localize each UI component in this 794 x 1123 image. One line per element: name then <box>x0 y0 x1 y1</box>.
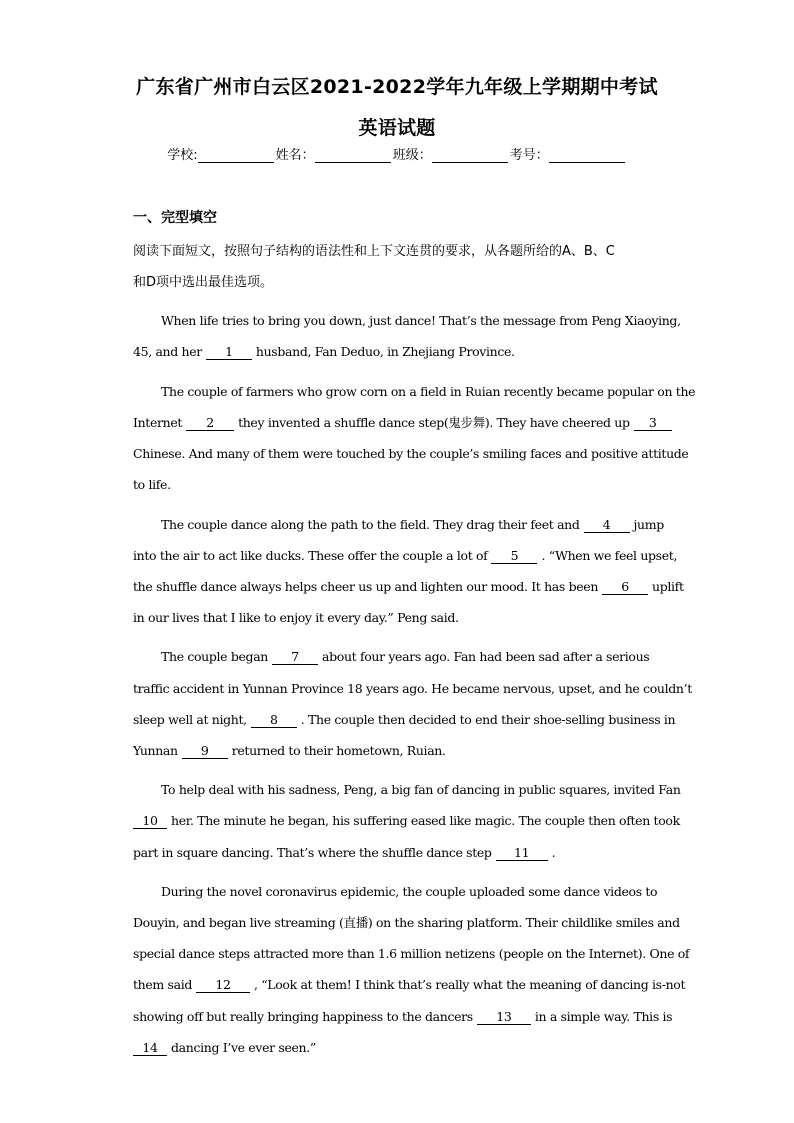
passage-line: in our lives that I like to enjoy it every day.” Peng said. <box>133 610 459 625</box>
text-segment: The couple dance along the path to the field. They drag their feet and <box>161 517 580 532</box>
text-segment: The couple began <box>161 649 269 664</box>
passage-line <box>161 648 661 666</box>
passage-line: special dance steps attracted more than 1.6 million netizens (people on the Internet). One of <box>133 946 690 961</box>
text-segment: uplift <box>652 579 684 594</box>
blank-10[interactable]: 10 <box>133 813 167 829</box>
blank-9[interactable]: 9 <box>182 743 228 759</box>
text-segment: about four years ago. Fan had been sad after a serious <box>322 649 650 664</box>
text-segment: dancing I’ve ever seen.” <box>171 1040 316 1055</box>
passage-line <box>133 742 661 760</box>
text-segment: jump <box>633 517 664 532</box>
text-segment: the shuffle dance always helps cheer us up and lighten our mood. It has been <box>133 579 599 594</box>
text-segment: in a simple way. This is <box>534 1009 673 1024</box>
blank-3[interactable]: 3 <box>634 415 672 431</box>
text-segment: they invented a shuffle dance step(鬼步舞). They have cheered up <box>238 415 630 430</box>
passage-line <box>133 976 686 994</box>
class-label: 班级： <box>392 148 432 163</box>
text-segment: Yunnan <box>133 743 178 758</box>
blank-11[interactable]: 11 <box>496 845 548 861</box>
blank-7[interactable]: 7 <box>272 649 318 665</box>
passage-line: Douyin, and began live streaming (直播) on the sharing platform. Their childlike smiles and <box>133 915 680 930</box>
blank-4[interactable]: 4 <box>584 517 630 533</box>
blank-5[interactable]: 5 <box>491 548 537 564</box>
text-segment: . “When we feel upset, <box>541 548 678 563</box>
class-blank[interactable] <box>432 148 508 163</box>
text-segment: . <box>551 845 556 860</box>
text-segment: them said <box>133 977 193 992</box>
passage-line: When life tries to bring you down, just dance! That’s the message from Peng Xiaoying, <box>161 313 681 328</box>
name-label: 姓名： <box>275 148 315 163</box>
blank-12[interactable]: 12 <box>196 977 250 993</box>
text-segment: showing off but really bringing happiness to the dancers <box>133 1009 473 1024</box>
student-info-line <box>0 144 794 163</box>
text-segment: sleep well at night, <box>133 712 247 727</box>
text-segment: into the air to act like ducks. These offer the couple a lot of <box>133 548 488 563</box>
passage-line: During the novel coronavirus epidemic, the couple uploaded some dance videos to <box>161 884 658 899</box>
blank-1[interactable]: 1 <box>206 344 252 360</box>
name-blank[interactable] <box>315 148 391 163</box>
passage-line <box>133 812 680 830</box>
passage-line: traffic accident in Yunnan Province 18 years ago. He became nervous, upset, and he couldn’t <box>133 681 692 696</box>
instruction-line-1: 阅读下面短文，按照句子结构的语法性和上下文连贯的要求，从各题所给的A、B、C <box>133 244 615 259</box>
passage-line <box>133 414 661 432</box>
section-heading: 一、完型填空 <box>133 210 217 226</box>
text-segment: husband, Fan Deduo, in Zhejiang Province. <box>255 344 515 359</box>
passage-line <box>133 1008 673 1026</box>
text-segment: . The couple then decided to end their shoe-selling business in <box>300 712 676 727</box>
passage-line <box>133 711 676 729</box>
blank-8[interactable]: 8 <box>251 712 297 728</box>
passage-line <box>161 516 664 534</box>
passage-line <box>133 1039 661 1057</box>
text-segment: her. The minute he began, his suffering eased like magic. The couple then often took <box>171 813 680 828</box>
text-segment: part in square dancing. That’s where the shuffle dance step <box>133 845 492 860</box>
text-segment: Internet <box>133 415 183 430</box>
blank-13[interactable]: 13 <box>477 1009 531 1025</box>
school-label: 学校: <box>167 148 198 163</box>
passage-line <box>133 343 661 361</box>
passage-line <box>133 844 661 862</box>
text-segment: returned to their hometown, Ruian. <box>231 743 446 758</box>
text-segment: , “Look at them! I think that’s really what the meaning of dancing is-not <box>254 977 686 992</box>
passage-line: to life. <box>133 477 171 492</box>
passage-line <box>133 547 678 565</box>
exam-number-blank[interactable] <box>549 148 625 163</box>
passage-line: The couple of farmers who grow corn on a field in Ruian recently became popular on the <box>161 384 696 399</box>
passage-line <box>133 578 684 596</box>
blank-6[interactable]: 6 <box>602 579 648 595</box>
exam-title-line-1: 广东省广州市白云区2021-2022学年九年级上学期期中考试 <box>136 76 658 98</box>
school-blank[interactable] <box>198 148 274 163</box>
blank-2[interactable]: 2 <box>186 415 234 431</box>
passage-line: To help deal with his sadness, Peng, a big fan of dancing in public squares, invited Fan <box>161 782 681 797</box>
passage-line: Chinese. And many of them were touched by the couple’s smiling faces and positive attitude <box>133 446 689 461</box>
blank-14[interactable]: 14 <box>133 1040 167 1056</box>
text-segment: 45, and her <box>133 344 202 359</box>
exam-title-line-2: 英语试题 <box>358 117 436 139</box>
instruction-line-2: 和D项中选出最佳选项。 <box>133 275 274 290</box>
exam-number-label: 考号： <box>509 148 549 163</box>
